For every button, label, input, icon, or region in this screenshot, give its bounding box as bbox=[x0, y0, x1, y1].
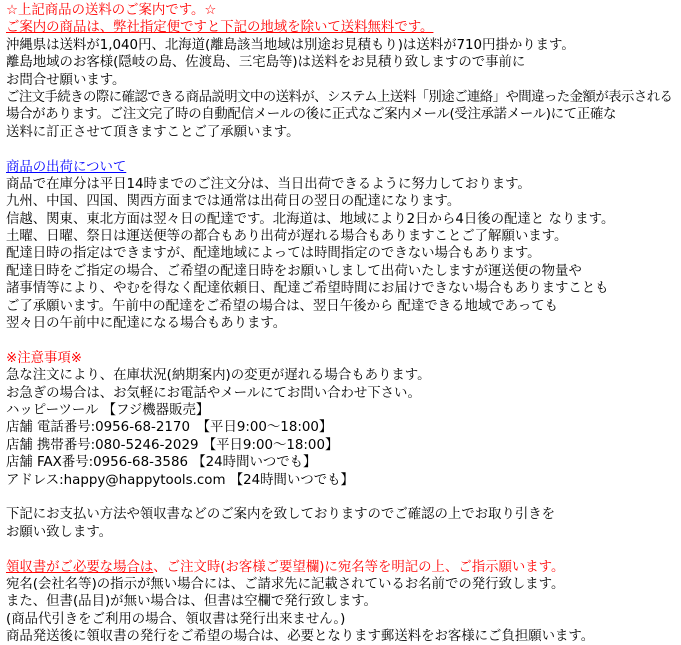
receipt-line: 宛名(会社名等)の指示が無い場合には、ご請求先に記載されているお名前での発行致します。 bbox=[6, 576, 565, 592]
notes-title: ※注意事項※ bbox=[6, 350, 83, 366]
dispatch-line: 配達日時をご指定の場合、ご希望の配達日時をお願いしまして出荷いたしますが運送便の物量や bbox=[6, 263, 582, 279]
dispatch-line: 諸事情等により、やむを得なく配達依頼日、配達ご希望時間にお届けできない場合もありますことも bbox=[6, 281, 609, 297]
shipping-line: 場合があります。ご注文完了時の自動配信メールの後に正式なご案内メール(受注承諾メール)にて正確な bbox=[6, 107, 617, 123]
receipt-title: 領収書がご必要な場合は bbox=[6, 559, 154, 575]
shipping-title: ☆上記商品の送料のご案内です。☆ bbox=[6, 3, 217, 18]
dispatch-line: 九州、中国、四国、関西方面までは通常は出荷日の翌日の配達になります。 bbox=[6, 194, 461, 210]
notes-line: お急ぎの場合は、お気軽にお電話やメールにてお問い合わせ下さい。 bbox=[6, 385, 421, 401]
payment-line: 下記にお支払い方法や領収書などのご案内を致しておりますのでご確認の上でお取り引きを bbox=[6, 507, 556, 523]
dispatch-line: ご了承願います。午前中の配達をご希望の場合は、翌日午後から 配達できる地域であっても bbox=[6, 298, 559, 314]
dispatch-line: 翌々日の午前中に配達になる場合もあります。 bbox=[6, 316, 287, 332]
spacer bbox=[6, 332, 679, 349]
shipping-line: ご注文手続きの際に確認できる商品説明文中の送料が、システム上送料「別途ご連絡」や間違った金額が表示される bbox=[6, 89, 673, 105]
shipping-line: お問合せ願います。 bbox=[6, 72, 126, 88]
receipt-line: また、但書(品目)が無い場合は、但書は空欄で発行致します。 bbox=[6, 594, 377, 610]
shipping-intro: ご案内の商品は、弊社指定便ですと下記の地域を除いて送料無料です。 bbox=[6, 20, 434, 36]
store-mobile: 店舗 携帯番号:080-5246-2029 【平日9:00～18:00】 bbox=[6, 437, 339, 453]
document bbox=[6, 2, 679, 645]
spacer bbox=[6, 489, 679, 506]
dispatch-title: 商品の出荷について bbox=[6, 159, 127, 175]
dispatch-line: 土曜、日曜、祭日は運送便等の都合もあり出荷が遅れる場合もありますことご了解願います。 bbox=[6, 229, 568, 245]
store-fax: 店舗 FAX番号:0956-68-3586 【24時間いつでも】 bbox=[6, 455, 317, 471]
shipping-line: 沖縄県は送料が1,040円、北海道(離島該当地域は別途お見積もり)は送料が710円掛かります。 bbox=[6, 37, 575, 53]
store-name: ハッピーツール 【フジ機器販売】 bbox=[6, 402, 210, 418]
receipt-line: (商品代引きをご利用の場合、領収書は発行出来ません。) bbox=[6, 611, 346, 627]
spacer bbox=[6, 541, 679, 558]
store-phone: 店舗 電話番号:0956-68-2170 【平日9:00～18:00】 bbox=[6, 420, 333, 436]
shipping-line: 離島地域のお客様(隠岐の島、佐渡島、三宅島等)は送料をお見積り致しますので事前に bbox=[6, 55, 526, 71]
receipt-title-rest: 、ご注文時(お客様ご要望欄)に宛名等を明記の上、ご指示願います。 bbox=[153, 559, 565, 575]
dispatch-line: 配達日時の指定はできますが、配達地域によっては時間指定のできない場合もあります。 bbox=[6, 246, 541, 262]
payment-line: お願い致します。 bbox=[6, 524, 113, 540]
dispatch-line: 商品で在庫分は平日14時までのご注文分は、当日出荷できるように努力しております。 bbox=[6, 176, 531, 192]
dispatch-line: 信越、関東、東北方面は翌々日の配達です。北海道は、地域により2日から4日後の配達と なります。 bbox=[6, 211, 615, 227]
spacer bbox=[6, 141, 679, 158]
notes-line: 急な注文により、在庫状況(納期案内)の変更が遅れる場合もあります。 bbox=[6, 368, 431, 384]
shipping-line: 送料に訂正させて頂きますことご了承願います。 bbox=[6, 124, 300, 140]
receipt-heading bbox=[6, 559, 679, 576]
store-email: アドレス:happy@happytools.com 【24時間いつでも】 bbox=[6, 472, 354, 488]
receipt-line: 商品発送後に領収書の発行をご希望の場合は、必要となります郵送料をお客様にご負担願います。 bbox=[6, 629, 595, 645]
